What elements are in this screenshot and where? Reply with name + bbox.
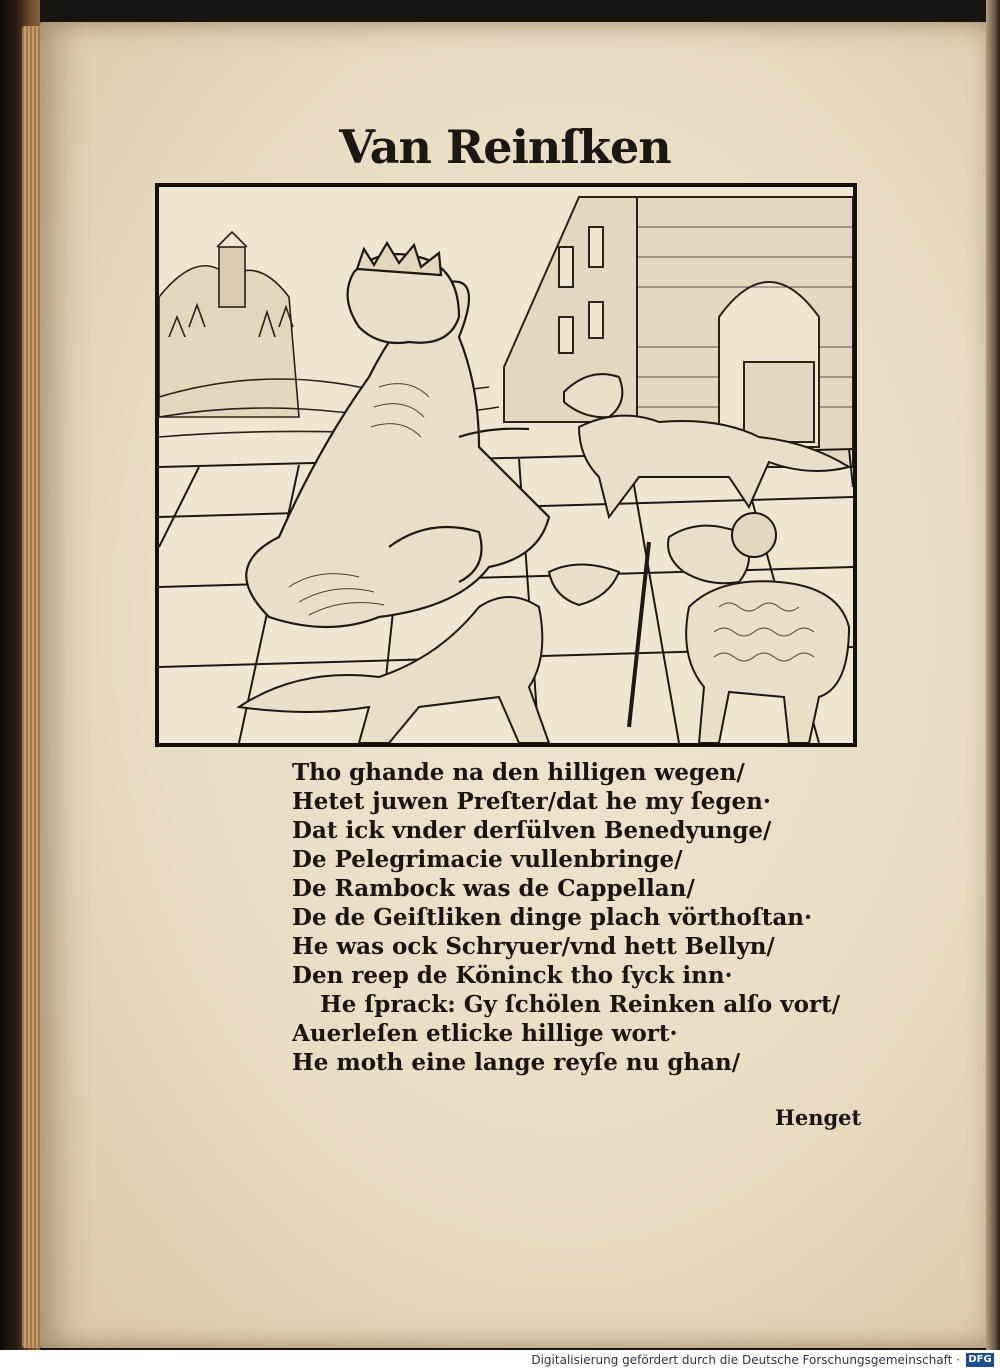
verse-line: Den reep de Köninck tho ſyck inn· (292, 962, 733, 989)
page-edge (22, 26, 40, 1348)
right-page-edge (986, 0, 1000, 1350)
footer-credit: Digitalisierung gefördert durch die Deutsche Forschungsgemeinschaft · (531, 1353, 960, 1367)
verse-line: De Rambock was de Cappellan/ (292, 875, 695, 902)
catchword: Henget (775, 1105, 862, 1130)
verse-line: Dat ick vnder derſülven Benedyunge/ (292, 817, 772, 844)
verse-line: Auerleſen etlicke hillige wort· (292, 1020, 678, 1047)
verse-line: He moth eine lange reyſe nu ghan/ (292, 1049, 741, 1076)
woodcut-illustration (155, 183, 857, 747)
footer-bar (0, 1350, 1000, 1371)
verse-text (292, 758, 852, 1077)
verse-line: He was ock Schryuer/vnd hett Bellyn/ (292, 933, 775, 960)
verse-line: Hetet juwen Preſter/dat he my ſegen· (292, 788, 771, 815)
page-header: Van Reinſken (339, 120, 671, 174)
verse-line: De Pelegrimacie vullenbringe/ (292, 846, 683, 873)
verse-line: He ſprack: Gy ſchölen Reinken alſo vort/ (320, 991, 841, 1018)
dfg-logo: DFG (966, 1353, 994, 1367)
verse-line: De de Geiſtliken dinge plach vörthoſtan· (292, 904, 812, 931)
verse-line: Tho ghande na den hilligen wegen/ (292, 759, 745, 786)
